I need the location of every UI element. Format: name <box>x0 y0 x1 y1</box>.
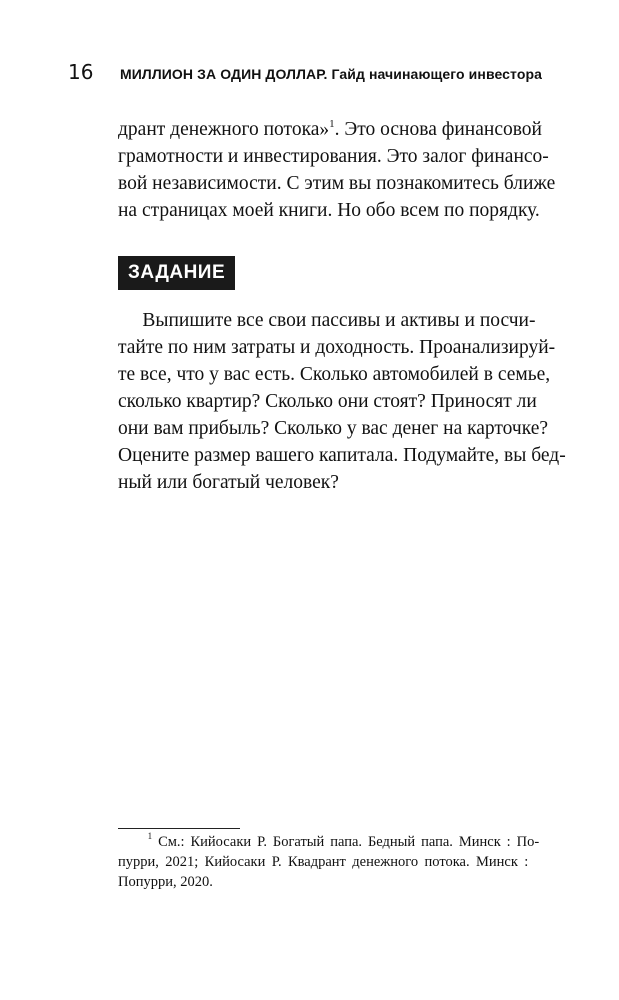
page-number: 16 <box>68 60 94 84</box>
intro-line: вой независимости. С этим вы познакомитесь ближе <box>118 173 556 194</box>
intro-line <box>118 116 542 143</box>
footnote-reference[interactable]: 1 <box>329 117 335 130</box>
task-line: тайте по ним затраты и доходность. Проанализируй- <box>118 337 556 358</box>
task-line: они вам прибыль? Сколько у вас денег на карточке? <box>118 418 549 439</box>
running-header <box>68 60 568 86</box>
footnote-line <box>118 831 540 852</box>
footnote-marker: 1 <box>147 831 153 842</box>
task-line: ный или богатый человек? <box>118 472 339 493</box>
footnote-line: пурри, 2021; Кийосаки Р. Квадрант денежного потока. Минск : <box>118 854 529 870</box>
task-line: Оцените размер вашего капитала. Подумайте, вы бед- <box>118 445 566 466</box>
book-subtitle: Гайд начинающего инвестора <box>331 66 543 82</box>
footnote-line: Попурри, 2020. <box>118 874 213 890</box>
intro-line: на страницах моей книги. Но обо всем по порядку. <box>118 200 540 221</box>
book-title: МИЛЛИОН ЗА ОДИН ДОЛЛАР. <box>120 66 328 82</box>
running-title <box>120 66 542 82</box>
task-paragraph <box>118 307 566 496</box>
intro-line: грамотности и инвестирования. Это залог финансо- <box>118 146 549 167</box>
task-line: те все, что у вас есть. Сколько автомобилей в семье, <box>118 364 551 385</box>
footnote-line-text: См.: Кийосаки Р. Богатый папа. Бедный папа. Минск : По- <box>158 834 540 850</box>
footnote <box>118 831 540 892</box>
task-line-text: Выпишите все свои пассивы и активы и посчи- <box>142 310 536 331</box>
intro-line-1-tail: . Это основа финансовой <box>334 119 542 140</box>
intro-paragraph <box>118 116 556 224</box>
task-heading-badge: ЗАДАНИЕ <box>118 256 235 290</box>
task-line: сколько квартир? Сколько они стоят? Приносят ли <box>118 391 537 412</box>
task-line <box>118 307 536 334</box>
footnote-divider <box>118 828 240 829</box>
intro-line-1: дрант денежного потока» <box>118 119 330 140</box>
